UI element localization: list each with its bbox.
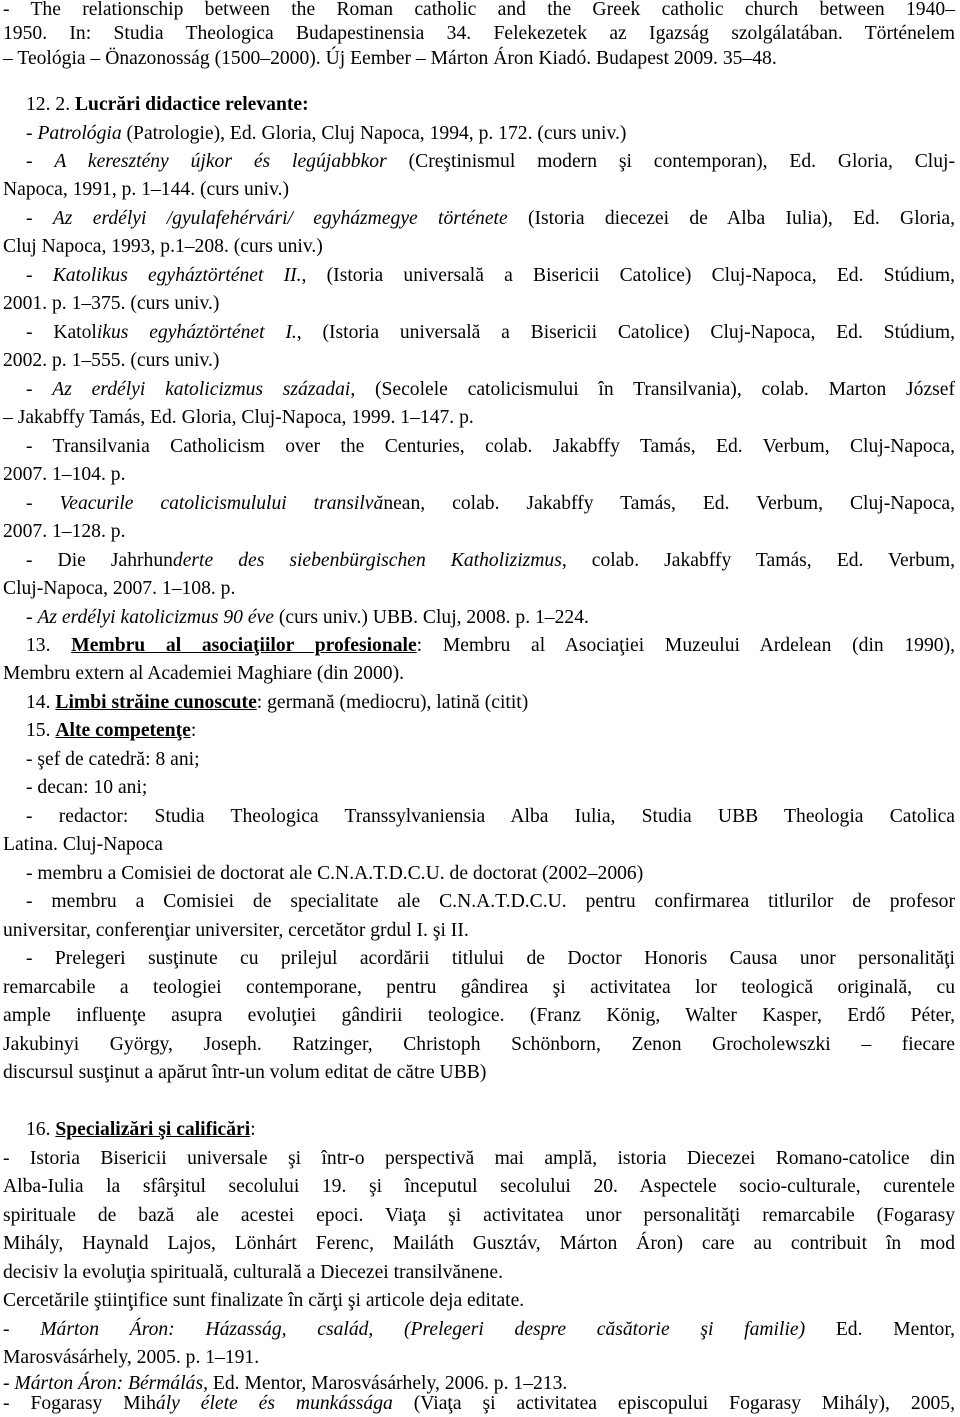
didactic-item-3: - Az erdélyi /gyulafehérvári/ egyházmegye története (Istoria diecezei de Alba Iulia), Ed. Gloria,	[26, 208, 956, 229]
work-title: - Márton Áron: Bérmálás,	[3, 1373, 208, 1394]
work-title: Az erdélyi katolicizmus 90 éve	[37, 607, 274, 628]
work-title: Az erdélyi katolicizmus századai	[52, 379, 351, 400]
specialization-line-2: Alba-Iulia la sfârşitul secolului 19. şi începutul secolului 20. Aspectele socio-culturale, curentele	[3, 1176, 955, 1197]
competence-line-6: - membru a Comisiei de specialitate ale C.N.A.T.D.C.U. pentru confirmarea titlurilor de profesor	[26, 891, 955, 912]
didactic-item-7: - Transilvania Catholicism over the Centuries, colab. Jakabffy Tamás, Ed. Verbum, Cluj-Napoca,	[26, 436, 955, 457]
didactic-item-7-cont: 2007. 1–104. p.	[3, 464, 126, 485]
didactic-item-10: - Az erdélyi katolicizmus 90 éve (curs univ.) UBB. Cluj, 2008. p. 1–224.	[26, 607, 589, 628]
didactic-item-3-cont: Cluj Napoca, 1993, p.1–208. (curs univ.)	[3, 236, 323, 257]
competence-line-4: Latina. Cluj-Napoca	[3, 834, 163, 855]
section-title: Alte competenţe	[55, 720, 191, 741]
competence-line-1: - şef de catedră: 8 ani;	[26, 749, 200, 770]
didactic-item-4: - Katolikus egyháztörténet II., (Istoria universală a Bisericii Catolice) Cluj-Napoca, Ed. Stúdium,	[26, 265, 955, 286]
section-title: Limbi străine cunoscute	[55, 692, 257, 713]
section-number: 15.	[26, 720, 56, 741]
work-title: A keresztény újkor és legújabbkor	[54, 151, 387, 172]
publication-1: - Márton Áron: Házasság, család, (Prelegeri despre căsătorie şi familie) Ed. Mentor,	[3, 1319, 955, 1340]
specialization-line-6: Cercetările ştiinţifice sunt finalizate în cărţi şi articole deja editate.	[3, 1290, 525, 1311]
section-number: 16.	[26, 1119, 56, 1140]
paper-reference-line-1: - The relationschip between the Roman catholic and the Greek catholic church between 1940–	[3, 0, 955, 20]
didactic-item-4-cont: 2001. p. 1–375. (curs univ.)	[3, 293, 220, 314]
didactic-item-6: - Az erdélyi katolicizmus századai, (Secolele catolicismului în Transilvania), colab. Marton József	[26, 379, 955, 400]
specialization-line-3: spirituale de bază ale acestei epoci. Viaţa şi activitatea unor personalităţi remarcabile (Fogarasy	[3, 1205, 955, 1226]
work-title: ály élete és munkássága	[155, 1393, 393, 1414]
didactic-item-5: - Katolikus egyháztörténet I., (Istoria universală a Bisericii Catolice) Cluj-Napoca, Ed. Stúdium,	[26, 322, 955, 343]
didactic-item-8: - Veacurile catolicismulului transilvănean, colab. Jakabffy Tamás, Ed. Verbum, Cluj-Napoca,	[26, 493, 955, 514]
publication-1-cont: Marosvásárhely, 2005. p. 1–191.	[3, 1347, 260, 1368]
work-title: derte des siebenbürgischen Katholizizmus	[172, 550, 562, 571]
didactic-item-6-cont: – Jakabffy Tamás, Ed. Gloria, Cluj-Napoca, 1999. 1–147. p.	[3, 407, 474, 428]
section-title: Specializări şi calificări	[55, 1119, 251, 1140]
work-title: Patrológia	[37, 123, 122, 144]
work-title: - Márton Áron: Házasság, család, (Prelegeri despre căsătorie şi familie)	[3, 1319, 806, 1340]
paper-reference-line-3: – Teológia – Önazonosság (1500–2000). Új Eember – Márton Áron Kiadó. Budapest 2009. 35–48.	[3, 48, 777, 69]
paper-reference-line-2: 1950. In: Studia Theologica Budapestinensia 34. Felekezetek az Igazság szolgálatában. Történelem	[3, 23, 955, 44]
publication-2: - Márton Áron: Bérmálás, Ed. Mentor, Marosvásárhely, 2006. p. 1–213.	[3, 1373, 568, 1394]
competence-line-9: remarcabile a teologiei contemporane, pentru gândirea şi activitatea lor teologică originală, cu	[3, 977, 955, 998]
didactic-item-2: - A keresztény újkor és legújabbkor (Creştinismul modern şi contemporan), Ed. Gloria, Cluj-	[26, 151, 955, 172]
competence-line-3: - redactor: Studia Theologica Transsylvaniensia Alba Iulia, Studia UBB Theologia Catolica	[26, 806, 955, 827]
section-14-line: 14. Limbi străine cunoscute: germană (mediocru), latină (citit)	[26, 692, 529, 713]
didactic-item-9-cont: Cluj-Napoca, 2007. 1–108. p.	[3, 578, 236, 599]
didactic-item-5-cont: 2002. p. 1–555. (curs univ.)	[3, 350, 220, 371]
competence-line-5: - membru a Comisiei de doctorat ale C.N.A.T.D.C.U. de doctorat (2002–2006)	[26, 863, 644, 884]
publication-3: - Fogarasy Mihály élete és munkássága (Viaţa şi activitatea episcopului Fogarasy Mihály), 2005,	[3, 1393, 955, 1414]
work-title: Az erdélyi /gyulafehérvári/ egyházmegye története	[52, 208, 508, 229]
section-number: 12. 2.	[26, 94, 75, 115]
didactic-item-1: - Patrológia (Patrologie), Ed. Gloria, Cluj Napoca, 1994, p. 172. (curs univ.)	[26, 123, 627, 144]
competence-line-8: - Prelegeri susţinute cu prilejul acordării titlului de Doctor Honoris Causa unor personalităţi	[26, 948, 955, 969]
section-13-line-2: Membru extern al Academiei Maghiare (din 2000).	[3, 663, 404, 684]
section-title: Lucrări didactice relevante	[74, 94, 303, 115]
section-13-line-1: 13. Membru al asociaţiilor profesionale: Membru al Asociaţiei Muzeului Ardelean (din 1990),	[26, 635, 955, 656]
work-title: Veacurile catolicismulului transilvă	[59, 493, 384, 514]
competence-line-2: - decan: 10 ani;	[26, 777, 148, 798]
work-title: ikus egyháztörténet I.	[96, 322, 297, 343]
section-title: Membru al asociaţiilor profesionale	[71, 635, 417, 656]
didactic-item-9: - Die Jahrhunderte des siebenbürgischen Katholizizmus, colab. Jakabffy Tamás, Ed. Verbum,	[26, 550, 955, 571]
competence-line-7: universitar, conferenţiar universiter, cercetător grdul I. şi II.	[3, 920, 469, 941]
specialization-line-5: decisiv la evoluţia spirituală, culturală a Diecezei transilvănene.	[3, 1262, 503, 1283]
competence-line-11: Jakubinyi György, Joseph. Ratzinger, Christoph Schönborn, Zenon Grocholewszki – fiecare	[3, 1034, 955, 1055]
section-12-2-heading: 12. 2. Lucrări didactice relevante:	[26, 94, 309, 115]
specialization-line-1: - Istoria Bisericii universale şi într-o perspectivă mai amplă, istoria Diecezei Romano-catolice din	[3, 1148, 955, 1169]
specialization-line-4: Mihály, Haynald Lajos, Lönhárt Ferenc, Mailáth Gusztáv, Márton Áron) care au contribuit în mod	[3, 1233, 955, 1254]
didactic-item-2-cont: Napoca, 1991, p. 1–144. (curs univ.)	[3, 179, 290, 200]
section-number: 14.	[26, 692, 56, 713]
competence-line-12: discursul susţinut a apărut într-un volum editat de către UBB)	[3, 1062, 487, 1083]
work-title: Katolikus egyháztörténet II.	[52, 265, 302, 286]
section-16-heading: 16. Specializări şi calificări:	[26, 1119, 256, 1140]
section-15-heading: 15. Alte competenţe:	[26, 720, 197, 741]
didactic-item-8-cont: 2007. 1–128. p.	[3, 521, 126, 542]
section-number: 13.	[26, 635, 72, 656]
competence-line-10: ample influenţe asupra evoluţiei gândirii teologice. (Franz König, Walter Kasper, Erdő Péter,	[3, 1005, 955, 1026]
